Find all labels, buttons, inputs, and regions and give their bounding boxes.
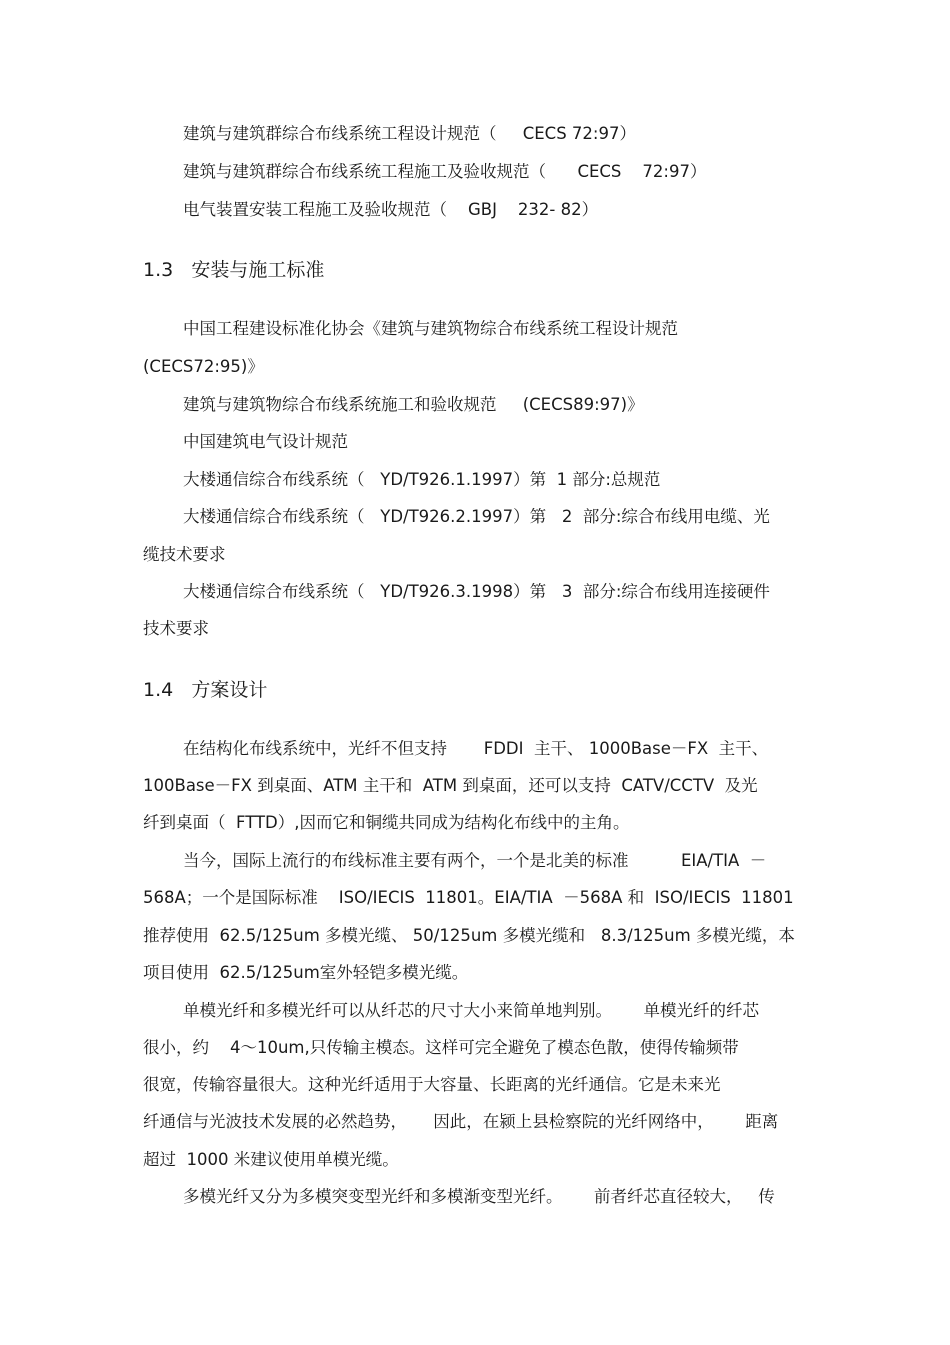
paragraph-line: 技术要求	[143, 619, 209, 638]
paragraph-line: 当今，国际上流行的布线标准主要有两个，一个是北美的标准 EIA/TIA －	[183, 851, 767, 870]
paragraph-line: 中国工程建设标准化协会《建筑与建筑物综合布线系统工程设计规范	[183, 319, 678, 338]
paragraph-line: 100Base－FX 到桌面、ATM 主干和 ATM 到桌面，还可以支持 CATV/CCTV 及光	[143, 776, 758, 795]
paragraph-line: 纤通信与光波技术发展的必然趋势， 因此，在颍上县检察院的光纤网络中， 距离	[143, 1112, 779, 1131]
paragraph-line: 在结构化布线系统中，光纤不但支持 FDDI 主干、 1000Base－FX 主干、	[183, 739, 769, 758]
paragraph-line: 超过 1000 米建议使用单模光缆。	[143, 1150, 399, 1169]
paragraph-line: 单模光纤和多模光纤可以从纤芯的尺寸大小来简单地判别。 单模光纤的纤芯	[183, 1001, 759, 1020]
reference-line: 建筑与建筑群综合布线系统工程设计规范（ CECS 72:97）	[183, 124, 636, 143]
paragraph-line: 568A；一个是国际标准 ISO/IECIS 11801。EIA/TIA －568A 和 ISO/IECIS 11801	[143, 888, 794, 907]
paragraph-line: 建筑与建筑物综合布线系统施工和验收规范 (CECS89:97)》	[183, 395, 644, 414]
paragraph-line: 纤到桌面（ FTTD）,因而它和铜缆共同成为结构化布线中的主角。	[143, 813, 630, 832]
paragraph-line: 大楼通信综合布线系统（ YD/T926.1.1997）第 1 部分:总规范	[183, 470, 661, 489]
paragraph-line: (CECS72:95)》	[143, 357, 264, 376]
paragraph-line: 中国建筑电气设计规范	[183, 432, 348, 451]
section-heading-1-4: 1.4 方案设计	[143, 679, 268, 701]
paragraph-line: 缆技术要求	[143, 545, 226, 564]
paragraph-line: 大楼通信综合布线系统（ YD/T926.2.1997）第 2 部分:综合布线用电缆、光	[183, 507, 770, 526]
reference-line: 建筑与建筑群综合布线系统工程施工及验收规范（ CECS 72:97）	[183, 162, 707, 181]
paragraph-line: 大楼通信综合布线系统（ YD/T926.3.1998）第 3 部分:综合布线用连接硬件	[183, 582, 770, 601]
paragraph-line: 很小，约 4～10um,只传输主模态。这样可完全避免了模态色散，使得传输频带	[143, 1038, 739, 1057]
reference-line: 电气装置安装工程施工及验收规范（ GBJ 232- 82）	[183, 200, 599, 219]
paragraph-line: 多模光纤又分为多模突变型光纤和多模渐变型光纤。 前者纤芯直径较大， 传	[183, 1187, 775, 1206]
paragraph-line: 项目使用 62.5/125um室外轻铠多模光缆。	[143, 963, 469, 982]
paragraph-line: 很宽，传输容量很大。这种光纤适用于大容量、长距离的光纤通信。它是未来光	[143, 1075, 721, 1094]
section-heading-1-3: 1.3 安装与施工标准	[143, 259, 325, 281]
paragraph-line: 推荐使用 62.5/125um 多模光缆、 50/125um 多模光缆和 8.3/125um 多模光缆，本	[143, 926, 795, 945]
